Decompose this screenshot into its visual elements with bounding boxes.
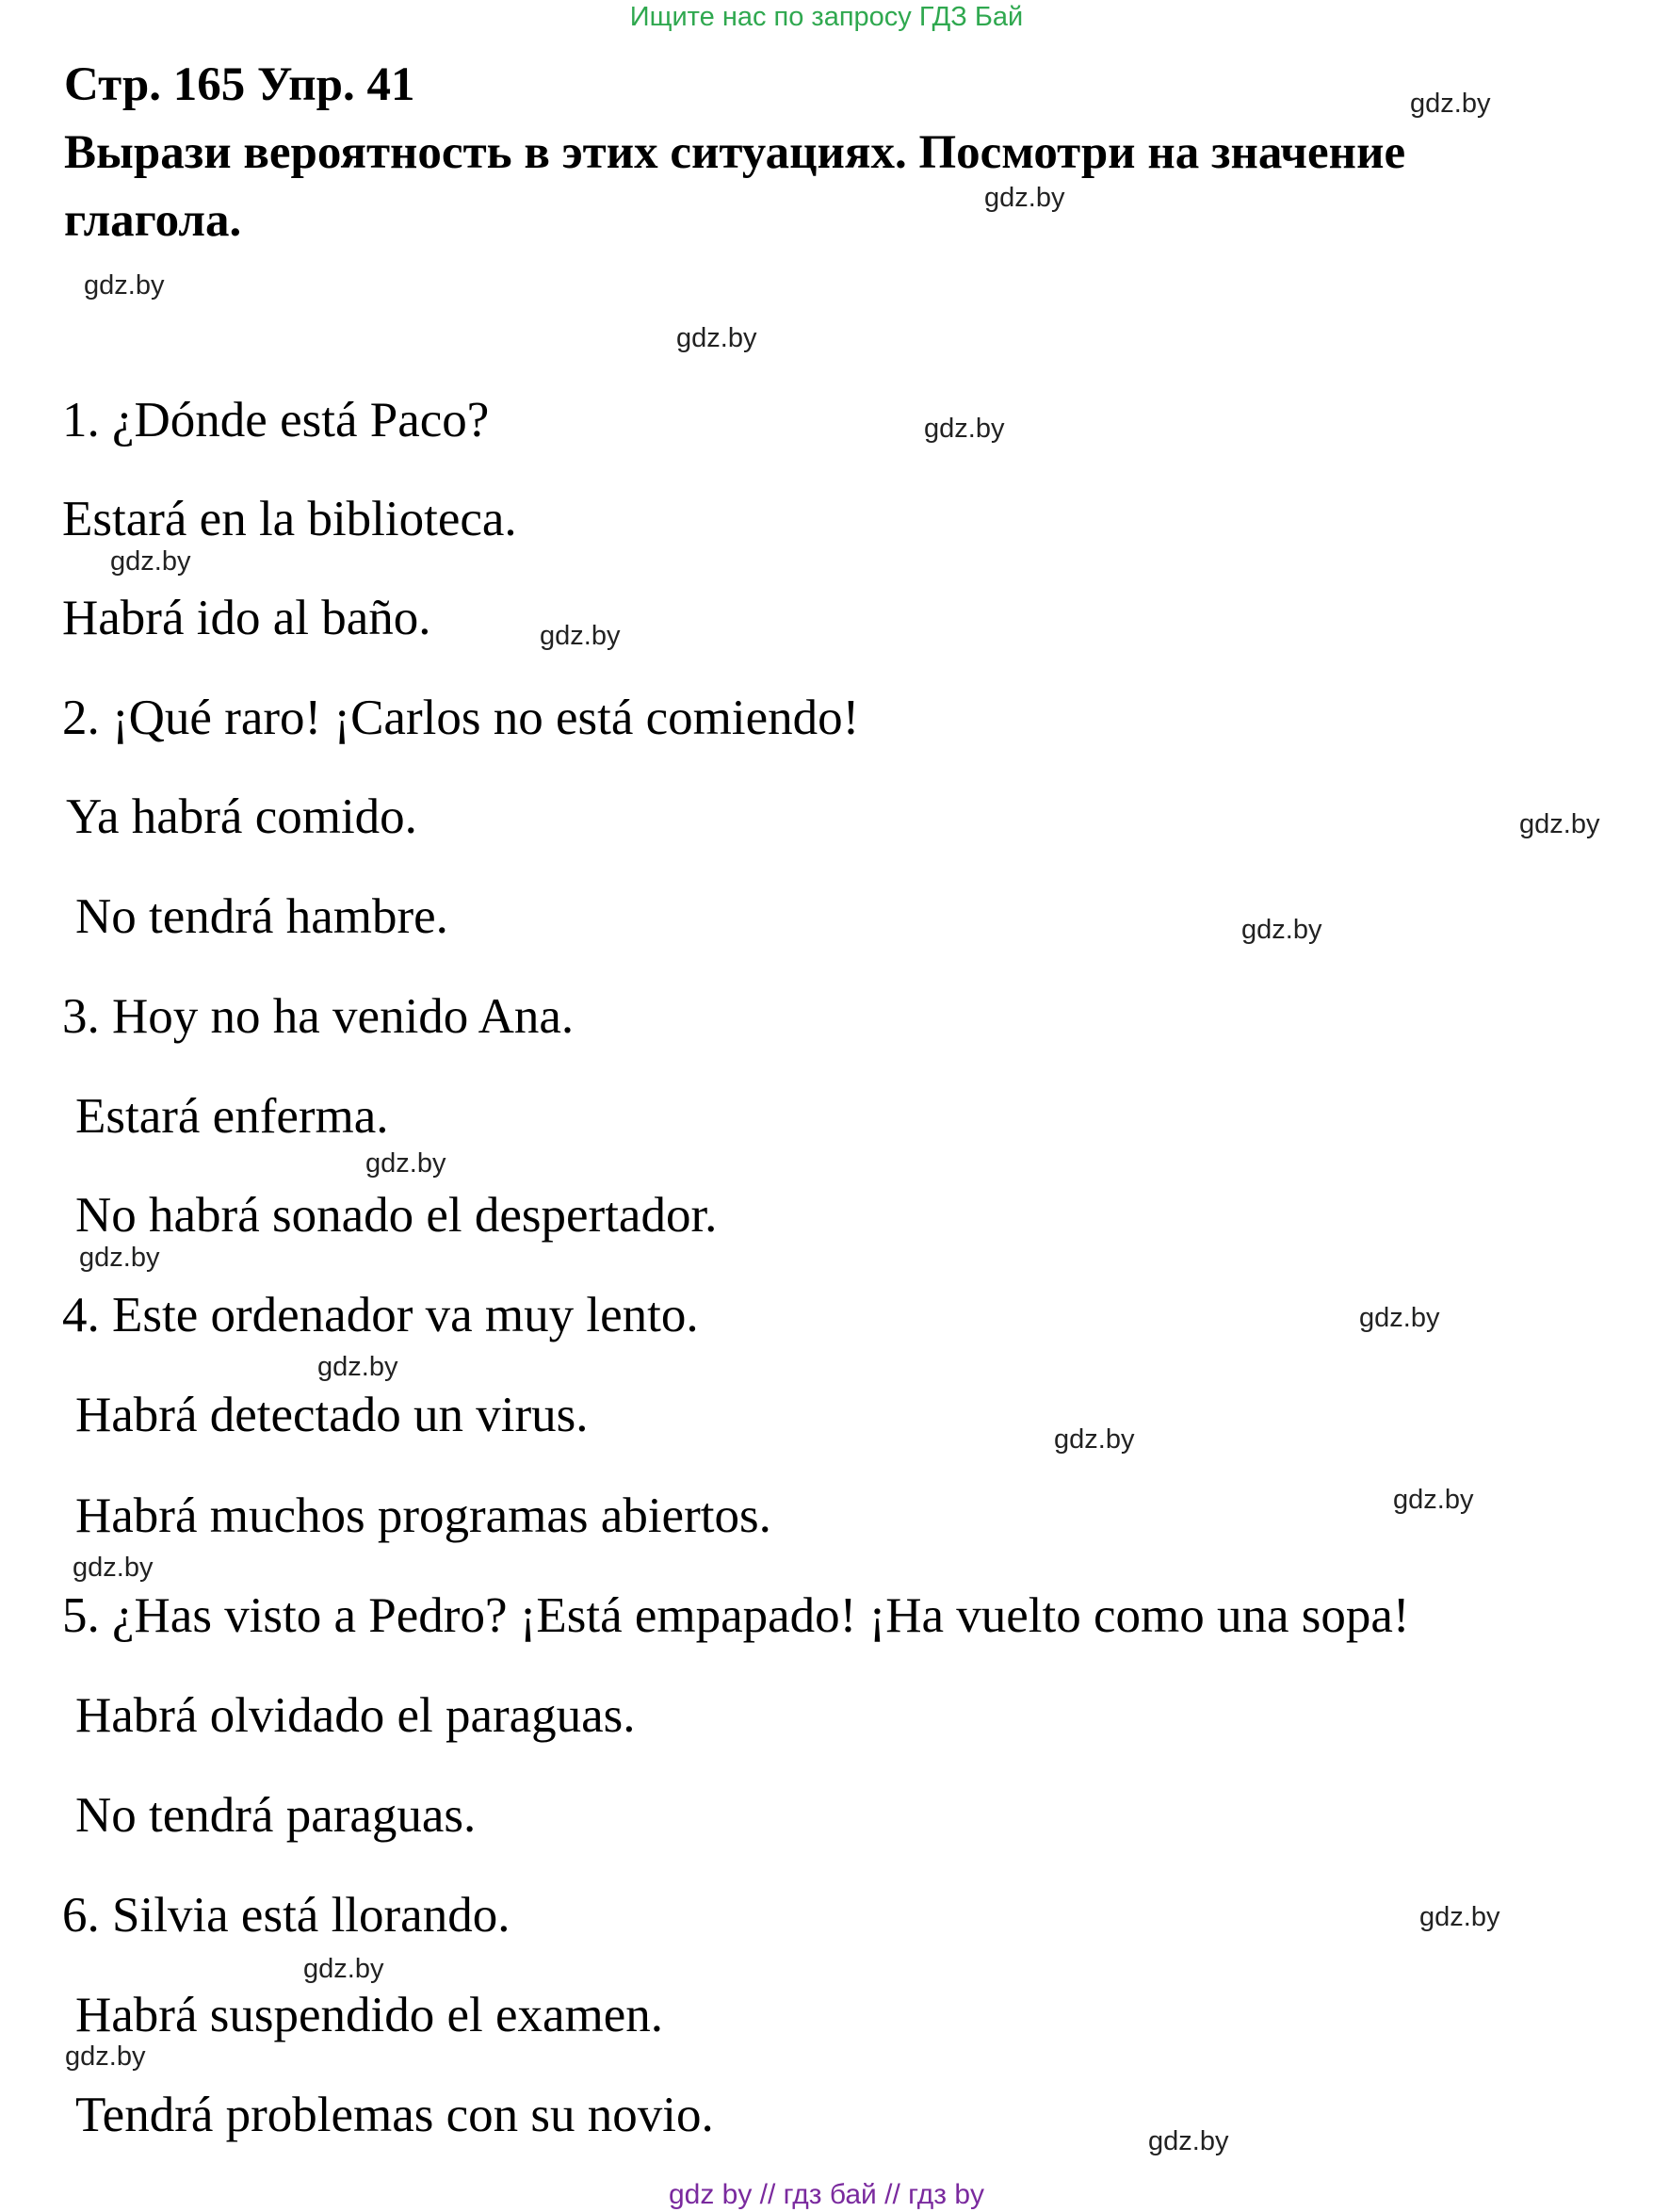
watermark: gdz.by — [303, 1954, 384, 1984]
top-banner-link[interactable]: Ищите нас по запросу ГДЗ Бай — [629, 2, 1024, 32]
answer-4b: Habrá muchos programas abiertos. — [75, 1488, 771, 1543]
answer-1a: Estará en la biblioteca. — [62, 492, 517, 546]
watermark: gdz.by — [1359, 1303, 1440, 1333]
watermark: gdz.by — [1054, 1424, 1135, 1455]
task-instruction-line1: Вырази вероятность в этих ситуациях. Посмотри на значение — [64, 126, 1406, 179]
watermark: gdz.by — [79, 1243, 160, 1273]
watermark: gdz.by — [73, 1553, 154, 1583]
question-6: 6. Silvia está llorando. — [62, 1888, 510, 1943]
watermark: gdz.by — [1410, 89, 1491, 119]
watermark: gdz.by — [1148, 2126, 1229, 2156]
answer-5b: No tendrá paraguas. — [75, 1788, 477, 1843]
question-3: 3. Hoy no ha venido Ana. — [62, 989, 575, 1044]
task-instruction-line2: глагола. — [64, 194, 242, 247]
answer-3a: Estará enferma. — [75, 1089, 389, 1144]
watermark: gdz.by — [65, 2041, 146, 2072]
watermark: gdz.by — [317, 1352, 398, 1382]
page-title: Стр. 165 Упр. 41 — [64, 58, 415, 111]
answer-6a: Habrá suspendido el examen. — [75, 1988, 664, 2042]
question-5: 5. ¿Has visto a Pedro? ¡Está empapado! ¡Ha vuelto como una sopa! — [62, 1588, 1410, 1643]
watermark: gdz.by — [365, 1148, 446, 1179]
footer-watermark-links[interactable]: gdz by // гдз бай // гдз by — [668, 2179, 985, 2210]
watermark: gdz.by — [984, 183, 1065, 213]
answer-2a: Ya habrá comido. — [66, 789, 417, 844]
question-4: 4. Este ordenador va muy lento. — [62, 1288, 699, 1342]
watermark: gdz.by — [1519, 809, 1600, 839]
watermark: gdz.by — [1393, 1485, 1474, 1515]
answer-3b: No habrá sonado el despertador. — [75, 1188, 718, 1243]
answer-6b: Tendrá problemas con su novio. — [75, 2088, 714, 2142]
answer-2b: No tendrá hambre. — [75, 889, 448, 944]
watermark: gdz.by — [110, 546, 191, 577]
watermark: gdz.by — [676, 323, 757, 353]
watermark: gdz.by — [1241, 915, 1322, 945]
answer-4a: Habrá detectado un virus. — [75, 1388, 589, 1442]
answer-1b: Habrá ido al baño. — [62, 591, 431, 645]
watermark: gdz.by — [1419, 1902, 1500, 1932]
watermark: gdz.by — [540, 621, 621, 651]
question-2: 2. ¡Qué raro! ¡Carlos no está comiendo! — [62, 691, 860, 745]
watermark: gdz.by — [84, 270, 165, 301]
answer-5a: Habrá olvidado el paraguas. — [75, 1688, 636, 1743]
question-1: 1. ¿Dónde está Paco? — [62, 393, 490, 447]
watermark: gdz.by — [924, 414, 1005, 444]
